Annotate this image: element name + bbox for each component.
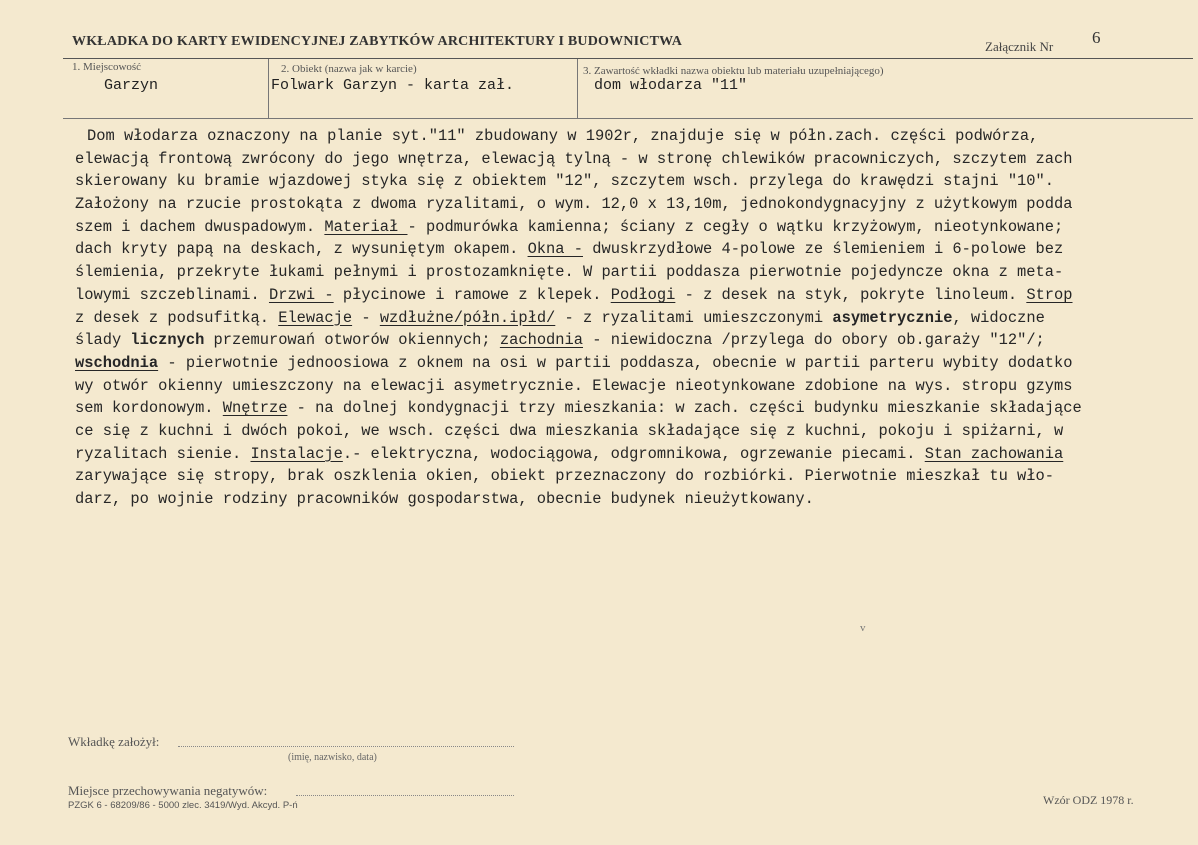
created-by-line[interactable] [178,746,514,747]
print-info: PZGK 6 - 68209/86 - 5000 zlec. 3419/Wyd. Akcyd. P-ń [68,800,298,811]
header-rule [63,58,1193,59]
content-label: 3. Zawartość wkładki nazwa obiektu lub materiału uzupełniającego) [583,65,884,77]
heading-floors: Podłogi [610,285,676,304]
text-line: szem i dachem dwuspadowym. Materiał - podmurówka kamienna; ściany z cegły o wątku krzyżowym, nieotynkowane; [75,217,1064,236]
text-line: lowymi szczeblinami. Drzwi - płycinowe i ramowe z klepek. Podłogi - z desek na styk, pokryte linoleum. Strop [75,285,1073,304]
locality-label: 1. Miejscowość [72,61,142,73]
created-by-hint: (imię, nazwisko, data) [288,752,377,763]
heading-west: zachodnia [499,331,583,350]
heading-material: Materiał [324,217,408,236]
heading-long-elevations: wzdłużne/półn.ipłd/ [379,308,556,327]
heading-ceiling: Strop [1026,285,1073,304]
fields-rule [63,118,1193,119]
text-line: ryzalitach sienie. Instalacje.- elektryczna, wodociągowa, odgromnikowa, ogrzewanie piecami. Stan zachowania [75,444,1064,463]
locality-value: Garzyn [104,77,159,94]
heading-east: wschodnia [75,353,159,372]
text-line: sem kordonowym. Wnętrze - na dolnej kondygnacji trzy mieszkania: w zach. części budynku mieszkanie składające [75,399,1082,418]
text-line: zarywające się stropy, brak oszklenia okien, obiekt przeznaczony do rozbiórki. Pierwotnie mieszkał tu wło- [75,467,1055,486]
negatives-location-line[interactable] [296,795,514,796]
heading-condition: Stan zachowania [924,444,1064,463]
text-line: elewacją frontową zwrócony do jego wnętrza, elewacją tylną - w stronę chlewików pracowniczych, szczytem zach [75,149,1073,168]
text-line: darz, po wojnie rodziny pracowników gospodarstwa, obecnie budynek nieużytkowany. [75,490,814,508]
heading-elevations: Elewacje [278,308,353,327]
attachment-number: 6 [1092,28,1101,47]
form-id: Wzór ODZ 1978 r. [1043,793,1134,807]
text-line: Założony na rzucie prostokąta z dwoma ryzalitami, o wym. 12,0 x 13,10m, jednokondygnacyjny z użytkowym podda [75,195,1073,214]
margin-mark: v [860,622,866,634]
text-line: z desek z podsufitką. Elewacje - wzdłużne/półn.ipłd/ - z ryzalitami umieszczonymi asymetrycznie, widoczne [75,308,1045,327]
text-line: Dom włodarza oznaczony na planie syt."11" zbudowany w 1902r, znajduje się w półn.zach. części podwórza, [87,127,1039,145]
content-value: dom włodarza "11" [594,77,748,94]
text-line: ślady licznych przemurowań otworów okiennych; zachodnia - niewidoczna /przylega do obory ob.garaży "12"/; [75,331,1045,350]
description-text [75,125,1198,511]
heading-interior: Wnętrze [222,399,288,418]
text-line: wy otwór okienny umieszczony na elewacji asymetrycznie. Elewacje nieotynkowane zdobione na wys. stropu gzyms [75,376,1073,395]
card-title: WKŁADKA DO KARTY EWIDENCYJNEJ ZABYTKÓW ARCHITEKTURY I BUDOWNICTWA [72,34,683,49]
heading-windows: Okna - [527,240,583,259]
attachment-label: Załącznik Nr [985,39,1054,54]
negatives-location-label: Miejsce przechowywania negatywów: [68,783,268,798]
heading-doors: Drzwi - [268,285,334,304]
text-line: ce się z kuchni i dwóch pokoi, we wsch. części dwa mieszkania składające się z kuchni, pokoju i spiżarni, w [75,421,1064,440]
field-divider [268,59,269,118]
created-by-label: Wkładkę założył: [68,734,160,749]
text-line: dach kryty papą na deskach, z wysuniętym okapem. Okna - dwuskrzydłowe 4-polowe ze ślemieniem i 6-polowe bez [75,240,1064,259]
object-label: 2. Obiekt (nazwa jak w karcie) [281,63,417,75]
text-line: wschodnia - pierwotnie jednoosiowa z oknem na osi w partii poddasza, obecnie w partii parteru wybity dodatko [75,353,1073,372]
heading-installations: Instalacje [250,444,343,463]
text-line: skierowany ku bramie wjazdowej styka się z obiektem "12", szczytem wsch. przylega do krawędzi stajni "10". [75,172,1055,191]
field-divider [577,59,578,118]
text-line: ślemienia, przekryte łukami pełnymi i prostozamknięte. W partii poddasza pierwotnie pojedyncze okna z meta- [75,263,1064,282]
object-value: Folwark Garzyn - karta zał. [271,77,515,94]
